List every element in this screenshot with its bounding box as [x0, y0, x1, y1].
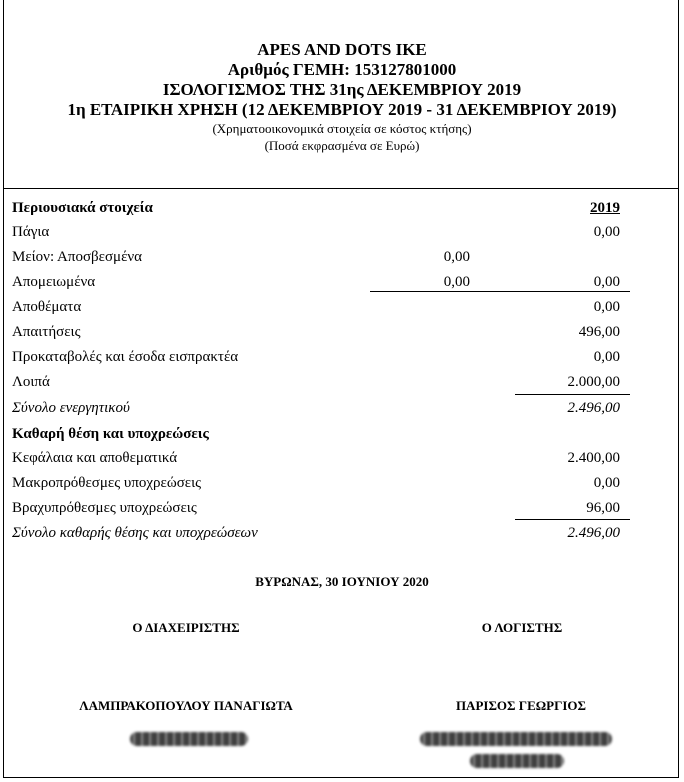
gemi-number: Αριθμός ΓΕΜΗ: 153127801000	[227, 60, 457, 79]
equity-total-label: Σύνολο καθαρής θέσης και υποχρεώσεων	[12, 525, 258, 541]
redacted-accountant-id	[420, 732, 612, 746]
redacted-manager-id	[130, 732, 248, 746]
row-label: Απαιτήσεις	[12, 324, 81, 340]
row-value: 0,00	[593, 224, 620, 240]
row-value: 496,00	[578, 324, 620, 340]
equity-heading: Καθαρή θέση και υποχρεώσεις	[12, 426, 209, 442]
row-value: 0,00	[593, 475, 620, 491]
balance-sheet-title: ΙΣΟΛΟΓΙΣΜΟΣ ΤΗΣ 31ης ΔΕΚΕΜΒΡΙΟΥ 2019	[162, 80, 522, 99]
place-date: ΒΥΡΩΝΑΣ, 30 ΙΟΥΝΙΟΥ 2020	[255, 574, 429, 589]
table-row	[12, 220, 672, 244]
accountant-name: ΠΑΡΙΣΟΣ ΓΕΩΡΓΙΟΣ	[455, 698, 587, 713]
row-label: Πάγια	[12, 224, 50, 240]
equity-total-row	[12, 521, 672, 545]
manager-name: ΛΑΜΠΡΑΚΟΠΟΥΛΟΥ ΠΑΝΑΓΙΩΤΑ	[79, 698, 293, 713]
row-label: Μακροπρόθεσμες υποχρεώσεις	[12, 475, 202, 491]
row-value: 2.000,00	[567, 374, 620, 390]
table-row	[12, 471, 672, 495]
row-value: 0,00	[593, 274, 620, 290]
row-value: 0,00	[593, 299, 620, 315]
subtotal-rule	[370, 291, 518, 292]
table-row	[12, 496, 672, 520]
assets-heading-row	[12, 196, 672, 220]
row-value: 0,00	[593, 349, 620, 365]
row-label: Προκαταβολές και έσοδα εισπρακτέα	[12, 349, 239, 365]
row-mid-value: 0,00	[443, 249, 470, 265]
redacted-accountant-license	[470, 754, 564, 768]
table-row	[12, 320, 672, 344]
header-divider	[3, 188, 679, 189]
fiscal-period: 1η ΕΤΑΙΡΙΚΗ ΧΡΗΣΗ (12 ΔΕΚΕΜΒΡΙΟΥ 2019 - 31 ΔΕΚΕΜΒΡΙΟΥ 2019)	[67, 100, 617, 119]
year-column-header: 2019	[590, 200, 620, 216]
total-rule	[515, 519, 630, 520]
cost-basis-note: (Χρηματοοικονομικά στοιχεία σε κόστος κτήσης)	[212, 121, 472, 136]
row-label: Απομειωμένα	[12, 274, 96, 290]
assets-total-value: 2.496,00	[567, 400, 620, 416]
subtotal-rule	[518, 291, 630, 292]
assets-total-row	[12, 396, 672, 420]
row-label: Λοιπά	[12, 374, 50, 390]
accountant-title: Ο ΛΟΓΙΣΤΗΣ	[481, 620, 563, 635]
row-value: 2.400,00	[567, 450, 620, 466]
table-row	[12, 370, 672, 394]
equity-total-value: 2.496,00	[567, 525, 620, 541]
document-header	[0, 40, 684, 154]
row-label: Μείον: Αποσβεσμένα	[12, 249, 143, 265]
row-label: Κεφάλαια και αποθεματικά	[12, 450, 178, 466]
row-mid-value: 0,00	[443, 274, 470, 290]
total-rule	[515, 394, 630, 395]
row-value: 96,00	[586, 500, 620, 516]
table-row	[12, 345, 672, 369]
row-label: Βραχυπρόθεσμες υποχρεώσεις	[12, 500, 197, 516]
assets-heading: Περιουσιακά στοιχεία	[12, 200, 153, 216]
company-name: APES AND DOTS IKE	[257, 40, 427, 59]
manager-title: Ο ΔΙΑΧΕΙΡΙΣΤΗΣ	[132, 620, 240, 635]
table-row	[12, 295, 672, 319]
row-label: Αποθέματα	[12, 299, 82, 315]
assets-total-label: Σύνολο ενεργητικού	[12, 400, 130, 416]
equity-heading-row	[12, 422, 672, 446]
table-row	[12, 446, 672, 470]
currency-note: (Ποσά εκφρασμένα σε Ευρώ)	[264, 138, 420, 153]
table-row	[12, 245, 672, 269]
